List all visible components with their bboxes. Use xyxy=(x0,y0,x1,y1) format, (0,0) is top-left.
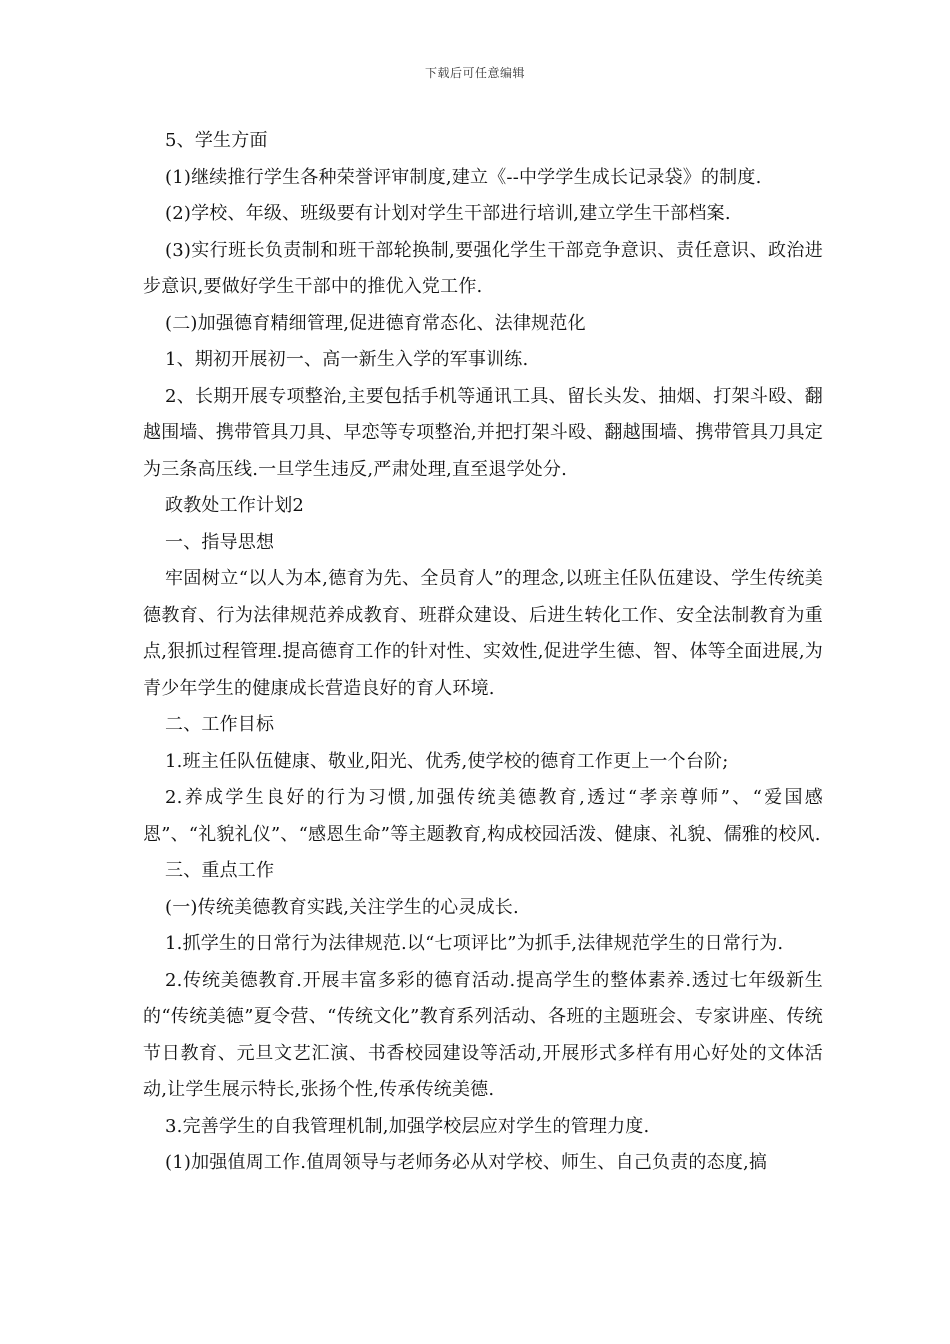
section-heading: 一、指导思想 xyxy=(165,531,275,553)
paragraph: 2、长期开展专项整治,主要包括手机等通讯工具、留长头发、抽烟、打架斗殴、翻越围墙、携带管具刀具、早恋等专项整治,并把打架斗殴、翻越围墙、携带管具刀具定为三条高压线.一旦学生违反,严肃处理,直至退学处分. xyxy=(143,385,823,480)
paragraph: 3.完善学生的自我管理机制,加强学校层应对学生的管理力度. xyxy=(165,1115,650,1137)
document-body xyxy=(143,123,823,1182)
paragraph: 1.抓学生的日常行为法律规范.以“七项评比”为抓手,法律规范学生的日常行为. xyxy=(165,933,784,954)
section-heading: 5、学生方面 xyxy=(165,130,268,151)
section-heading: (二)加强德育精细管理,促进德育常态化、法律规范化 xyxy=(165,312,586,334)
document-title: 政教处工作计划2 xyxy=(165,495,305,516)
paragraph: (1)加强值周工作.值周领导与老师务必从对学校、师生、自己负责的态度,搞 xyxy=(165,1152,768,1173)
section-heading: (一)传统美德教育实践,关注学生的心灵成长. xyxy=(165,896,519,918)
page-header: 下载后可任意编辑 xyxy=(424,66,525,80)
section-heading: 三、重点工作 xyxy=(165,860,275,881)
paragraph: 牢固树立“以人为本,德育为先、全员育人”的理念,以班主任队伍建设、学生传统美德教育、行为法律规范养成教育、班群众建设、后进生转化工作、安全法制教育为重点,狠抓过程管理.提高德育工作的针对性、实效性,促进学生德、智、体等全面进展,为青少年学生的健康成长营造良好的育人环境. xyxy=(143,568,823,699)
paragraph: 2.养成学生良好的行为习惯,加强传统美德教育,透过“孝亲尊师”、“爱国感恩”、“礼貌礼仪”、“感恩生命”等主题教育,构成校园活泼、健康、礼貌、儒雅的校风. xyxy=(143,787,823,845)
paragraph: (1)继续推行学生各种荣誉评审制度,建立《--中学学生成长记录袋》的制度. xyxy=(165,166,762,188)
paragraph: 1、期初开展初一、高一新生入学的军事训练. xyxy=(165,349,529,370)
paragraph: (3)实行班长负责制和班干部轮换制,要强化学生干部竞争意识、责任意识、政治进步意识,要做好学生干部中的推优入党工作. xyxy=(143,239,823,297)
paragraph: 2.传统美德教育.开展丰富多彩的德育活动.提高学生的整体素养.透过七年级新生的“传统美德”夏令营、“传统文化”教育系列活动、各班的主题班会、专家讲座、传统节日教育、元旦文艺汇演、书香校园建设等活动,开展形式多样有用心好处的文体活动,让学生展示特长,张扬个性,传承传统美德. xyxy=(143,969,823,1100)
paragraph: (2)学校、年级、班级要有计划对学生干部进行培训,建立学生干部档案. xyxy=(165,203,731,224)
section-heading: 二、工作目标 xyxy=(165,714,275,735)
paragraph: 1.班主任队伍健康、敬业,阳光、优秀,使学校的德育工作更上一个台阶; xyxy=(165,750,729,772)
